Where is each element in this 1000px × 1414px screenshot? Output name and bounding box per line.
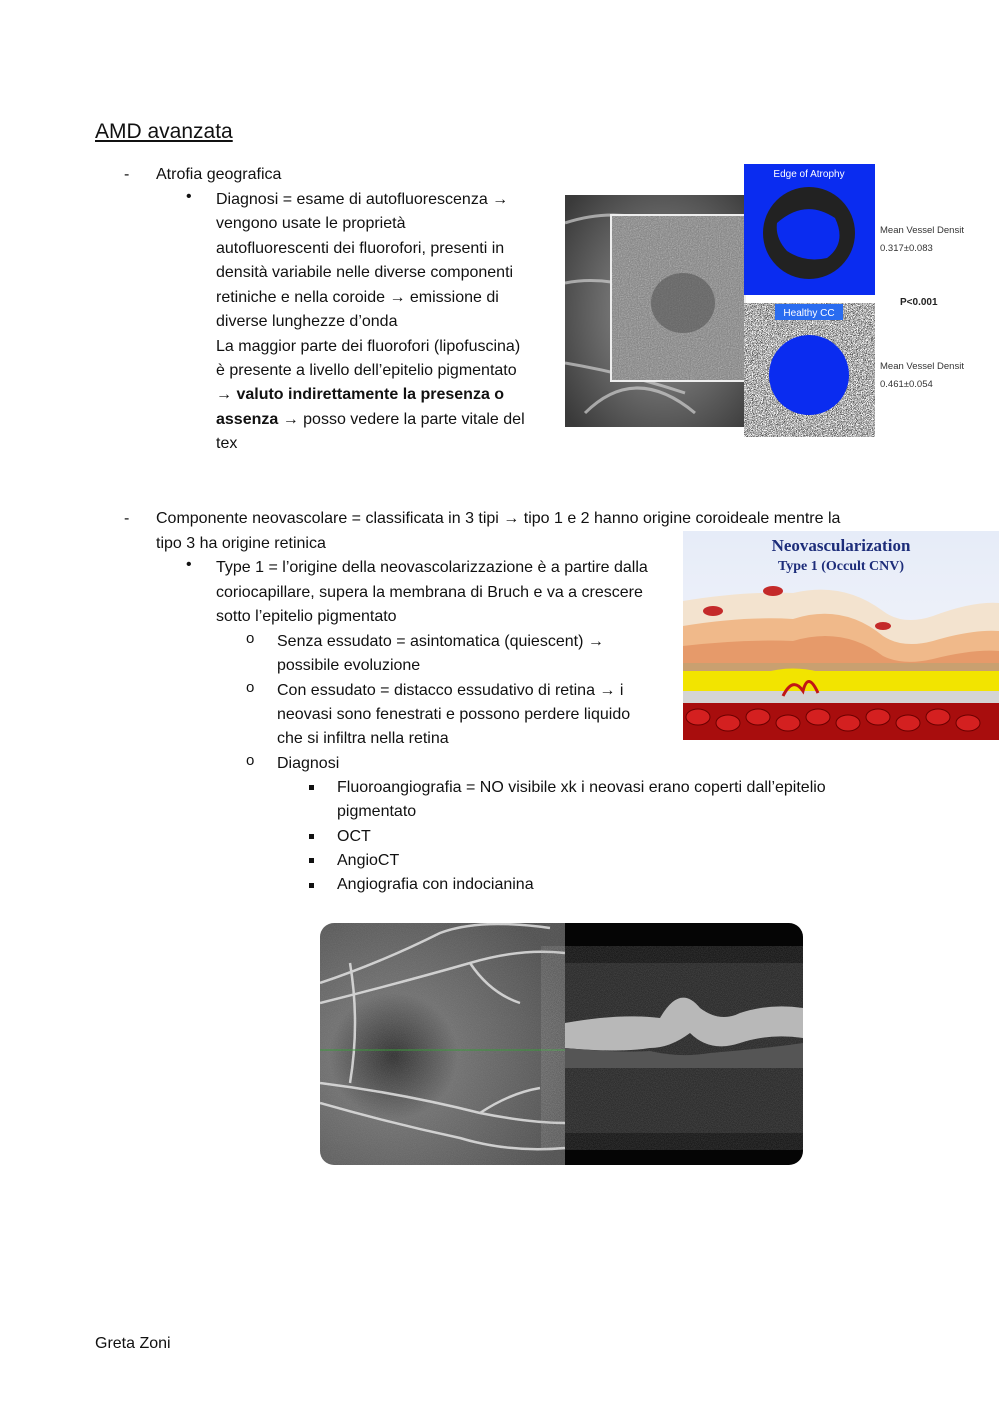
text-line: neovasi sono fenestrati e possono perdere liquido [277,706,631,723]
circle-marker: o [246,752,255,769]
angiography-oct-image [320,923,803,1165]
pvalue-label: P<0.001 [900,297,938,308]
neo-subtitle: Type 1 (Occult CNV) [777,559,905,574]
bullet-marker: • [186,556,192,573]
section2-heading-cont: tipo 3 ha origine retinica [156,535,326,552]
square-marker [309,785,314,790]
text-line: autofluorescenti dei fluorofori, presenti in [216,240,505,257]
mean2-value: 0.461±0.054 [880,379,933,390]
text-line: Type 1 = l’origine della neovascolarizzazione è a partire dalla [216,559,648,576]
neovascularization-figure [683,531,999,740]
circle-marker: o [246,679,255,696]
text-line: che si infiltra nella retina [277,730,449,747]
text-line: Diagnosi = esame di autofluorescenza → [216,191,509,208]
text-line: tex [216,435,238,452]
section1-heading: Atrofia geografica [156,166,282,183]
bold-line: → valuto indirettamente la presenza o [216,386,505,403]
text-line: La maggior parte dei fluorofori (lipofuscina) [216,338,521,355]
mean2-label: Mean Vessel Densit [880,361,964,372]
neovascularization-image [683,531,999,740]
page-title: AMD avanzata [95,120,233,143]
dash-marker: - [124,166,130,183]
edge-label: Edge of Atrophy [773,169,845,180]
footer-author: Greta Zoni [95,1335,171,1352]
text-line: pigmentato [337,803,417,820]
text-line: è presente a livello dell’epitelio pigmentato [216,362,517,379]
text-line: retiniche e nella coroide → emissione di [216,289,499,306]
atrophy-figure-image [565,163,985,443]
square-marker [309,883,314,888]
text-line: Senza essudato = asintomatica (quiescent) → [277,633,604,650]
text-line: vengono usate le proprietà [216,215,406,232]
text-rest: → posso vedere la parte vitale del [278,411,525,428]
dash-marker: - [124,510,130,527]
text-line: densità variabile nelle diverse componenti [216,264,514,281]
text-line: AngioCT [337,852,400,869]
circle-marker: o [246,630,255,647]
text-line: sotto l’epitelio pigmentato [216,608,397,625]
text-line: Angiografia con indocianina [337,876,534,893]
text-line [216,408,525,432]
text-line: Diagnosi [277,755,340,772]
bold-word: assenza [216,411,279,428]
mean1-label: Mean Vessel Densit [880,225,964,236]
square-marker [309,834,314,839]
healthy-label: Healthy CC [783,308,835,319]
text-line: OCT [337,828,371,845]
atrophy-figure [565,163,985,443]
text-line: coriocapillare, supera la membrana di Bruch e va a crescere [216,584,643,601]
text-line: Fluoroangiografia = NO visibile xk i neovasi erano coperti dall’epitelio [337,779,826,796]
angiography-oct-figure [320,923,803,1165]
text-line: possibile evoluzione [277,657,421,674]
text-line: diverse lunghezze d’onda [216,313,398,330]
text-line: Con essudato = distacco essudativo di retina → i [277,682,624,699]
mean1-value: 0.317±0.083 [880,243,933,254]
neo-title: Neovascularization [771,536,911,555]
square-marker [309,858,314,863]
bullet-marker: • [186,188,192,205]
section2-heading: Componente neovascolare = classificata in 3 tipi → tipo 1 e 2 hanno origine coroideale mentre la [156,510,841,527]
